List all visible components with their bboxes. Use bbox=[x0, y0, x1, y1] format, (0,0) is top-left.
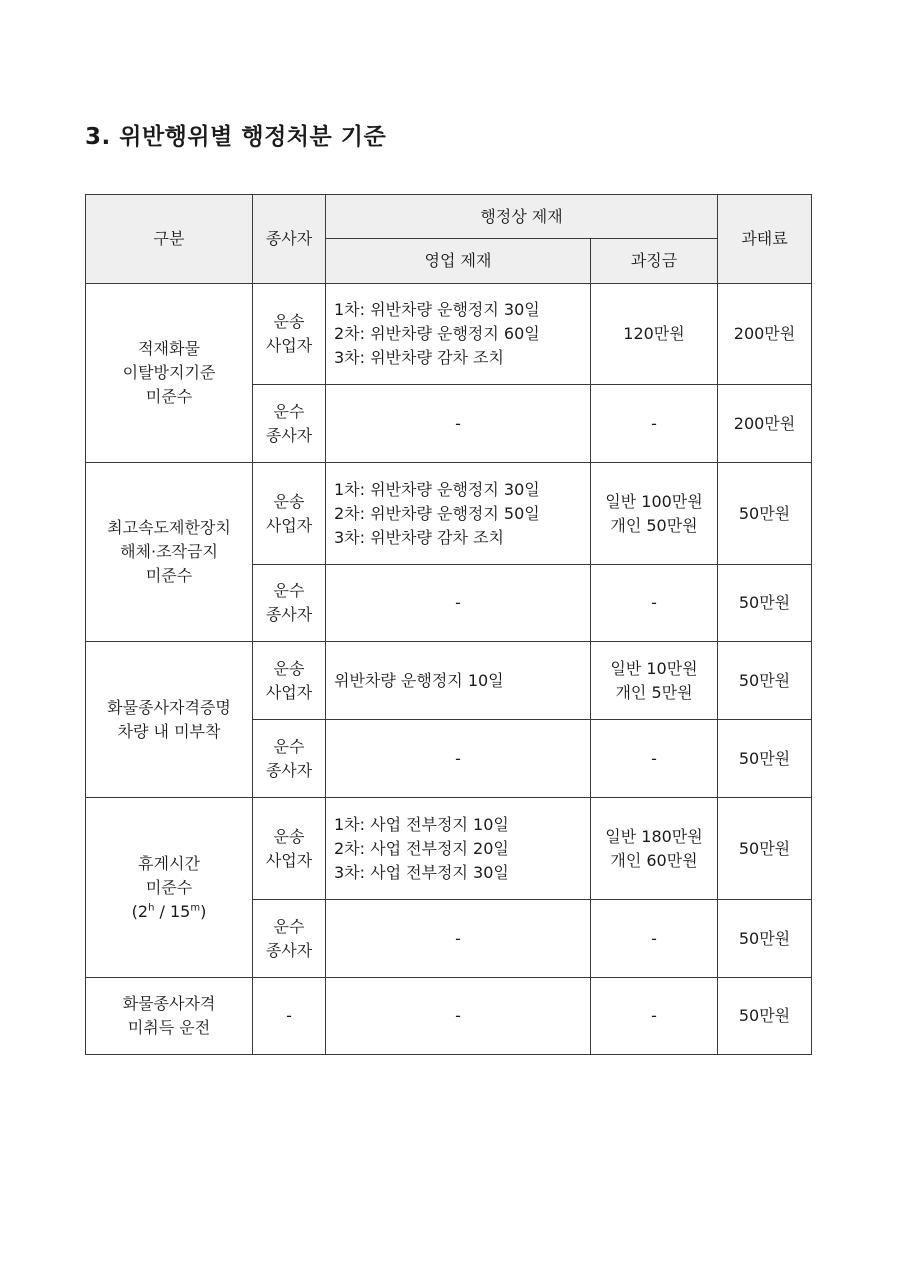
worker-cell: 운송 사업자 bbox=[253, 642, 326, 720]
worker-cell: 운송 사업자 bbox=[253, 798, 326, 900]
header-worker: 종사자 bbox=[253, 195, 326, 284]
penalty-table bbox=[85, 194, 812, 1055]
worker-cell: - bbox=[253, 978, 326, 1055]
worker-cell: 운수 종사자 bbox=[253, 565, 326, 642]
worker-cell: 운송 사업자 bbox=[253, 284, 326, 385]
surcharge-cell: - bbox=[591, 565, 718, 642]
business-sanction-cell: 위반차량 운행정지 10일 bbox=[326, 642, 591, 720]
table-row bbox=[86, 798, 812, 900]
business-sanction-cell: 1차: 사업 전부정지 10일 2차: 사업 전부정지 20일 3차: 사업 전부정지 30일 bbox=[326, 798, 591, 900]
worker-cell: 운수 종사자 bbox=[253, 385, 326, 463]
business-sanction-cell: 1차: 위반차량 운행정지 30일 2차: 위반차량 운행정지 50일 3차: 위반차량 감차 조치 bbox=[326, 463, 591, 565]
surcharge-cell: 120만원 bbox=[591, 284, 718, 385]
fine-cell: 50만원 bbox=[718, 798, 812, 900]
business-sanction-cell: 1차: 위반차량 운행정지 30일 2차: 위반차량 운행정지 60일 3차: 위반차량 감차 조치 bbox=[326, 284, 591, 385]
header-business-sanction: 영업 제재 bbox=[326, 239, 591, 284]
surcharge-cell: 일반 100만원 개인 50만원 bbox=[591, 463, 718, 565]
business-sanction-cell: - bbox=[326, 565, 591, 642]
business-sanction-cell: - bbox=[326, 900, 591, 978]
category-cell: 화물종사자격증명 차량 내 미부착 bbox=[86, 642, 253, 798]
fine-cell: 200만원 bbox=[718, 284, 812, 385]
worker-cell: 운송 사업자 bbox=[253, 463, 326, 565]
fine-cell: 200만원 bbox=[718, 385, 812, 463]
surcharge-cell: - bbox=[591, 900, 718, 978]
page-title: 3. 위반행위별 행정처분 기준 bbox=[85, 124, 387, 150]
table-row bbox=[86, 463, 812, 565]
surcharge-cell: - bbox=[591, 385, 718, 463]
header-admin-sanction: 행정상 제재 bbox=[326, 195, 718, 239]
category-cell: 휴게시간 미준수 (2$^h$ / 15$^m$) bbox=[86, 798, 253, 978]
rest-time-note: (2$^h$ / 15$^m$) bbox=[131, 901, 207, 921]
fine-cell: 50만원 bbox=[718, 720, 812, 798]
category-cell: 최고속도제한장치 해체·조작금지 미준수 bbox=[86, 463, 253, 642]
fine-cell: 50만원 bbox=[718, 642, 812, 720]
fine-cell: 50만원 bbox=[718, 463, 812, 565]
business-sanction-cell: - bbox=[326, 978, 591, 1055]
header-category: 구분 bbox=[86, 195, 253, 284]
table-row bbox=[86, 284, 812, 385]
worker-cell: 운수 종사자 bbox=[253, 720, 326, 798]
header-penalty-surcharge: 과징금 bbox=[591, 239, 718, 284]
table-row bbox=[86, 978, 812, 1055]
surcharge-cell: 일반 180만원 개인 60만원 bbox=[591, 798, 718, 900]
category-cell: 적재화물 이탈방지기준 미준수 bbox=[86, 284, 253, 463]
fine-cell: 50만원 bbox=[718, 978, 812, 1055]
fine-cell: 50만원 bbox=[718, 565, 812, 642]
fine-cell: 50만원 bbox=[718, 900, 812, 978]
table-row bbox=[86, 642, 812, 720]
surcharge-cell: 일반 10만원 개인 5만원 bbox=[591, 642, 718, 720]
worker-cell: 운수 종사자 bbox=[253, 900, 326, 978]
surcharge-cell: - bbox=[591, 978, 718, 1055]
business-sanction-cell: - bbox=[326, 385, 591, 463]
header-fine: 과태료 bbox=[718, 195, 812, 284]
surcharge-cell: - bbox=[591, 720, 718, 798]
category-cell: 화물종사자격 미취득 운전 bbox=[86, 978, 253, 1055]
business-sanction-cell: - bbox=[326, 720, 591, 798]
